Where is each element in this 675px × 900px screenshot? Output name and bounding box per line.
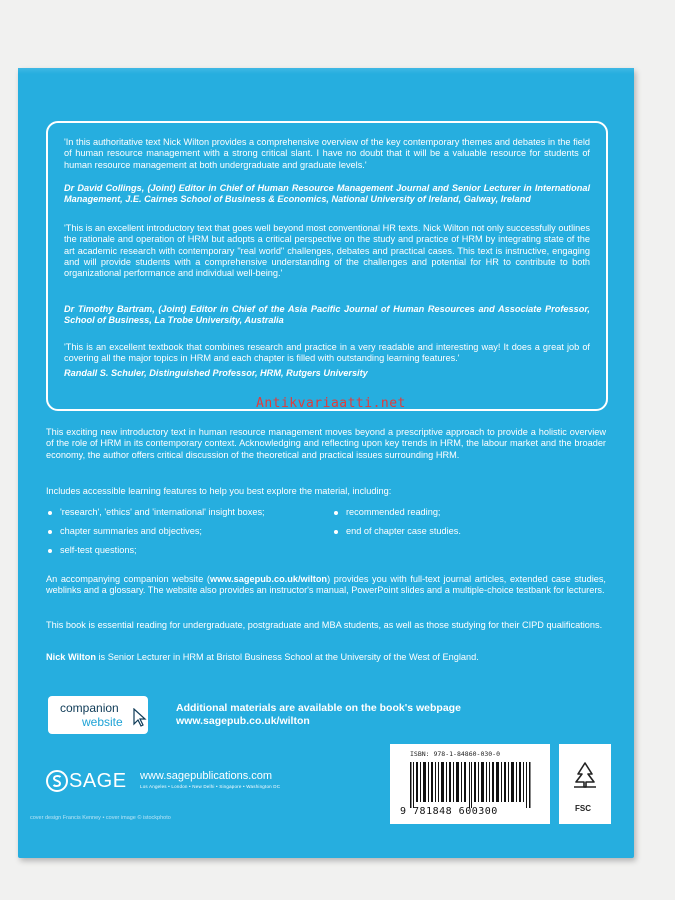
barcode-panel [390,744,550,824]
sage-logo: SAGE [69,770,127,792]
quote-3-attribution: Randall S. Schuler, Distinguished Professor, HRM, Rutgers University [64,368,368,378]
cover-top-edge [18,68,634,74]
features-intro: Includes accessible learning features to help you best explore the material, including: [46,486,392,496]
website-paragraph: An accompanying companion website (www.sagepub.co.uk/wilton) provides you with full-text journal articles, extended case studies, weblinks and a glossary. The website also provides an instructor's manual, PowerPoint slides and a multiple-choice testbank for lecturers. [46,574,606,596]
sage-url: www.sagepublications.com [140,770,273,782]
barcode-icon [410,762,534,808]
bullet-icon [48,530,52,534]
feature-item: 'research', 'ethics' and 'international' insight boxes; [48,507,265,517]
bullet-icon [334,530,338,534]
barcode-digits: 9 781848 600300 [400,806,498,817]
quote-2-text: 'This is an excellent introductory text that goes well beyond most conventional HR texts. Nick Wilton not only successfully outlines the rationale and operation of HRM but adopts a critical perspective on the study and practice of HRM by integrating state of the art academic research with contemporary "real world" challenges, debates and practical cases. This text is instructive, engaging and will provide students with a comprehensive understanding of the challenges and potential for HR to contribute to both organizational performance and individual well-being.' [64,223,590,279]
bullet-icon [334,511,338,515]
fsc-panel [559,744,611,824]
quote-3-text: 'This is an excellent textbook that combines research and practice in a very readable and interesting way! It does a great job of covering all the major topics in HRM and each chapter is filled with outstanding learning features.' [64,342,590,364]
bullet-icon [48,511,52,515]
audience-paragraph: This book is essential reading for undergraduate, postgraduate and MBA students, as well as those studying for their CIPD qualifications. [46,620,603,630]
companion-label: companion [60,701,119,715]
author-paragraph: Nick Wilton is Senior Lecturer in HRM at Bristol Business School at the University of the West of England. [46,652,479,662]
additional-materials [176,702,461,728]
isbn-label: ISBN: 978-1-84860-030-0 [410,750,501,758]
fsc-tree-icon [570,760,600,790]
companion-website-badge [48,696,148,734]
additional-materials-url: www.sagepub.co.uk/wilton [176,715,310,727]
website-url: www.sagepub.co.uk/wilton [209,574,328,584]
website-label: website [82,715,123,729]
additional-materials-text: Additional materials are available on the book's webpage [176,702,461,714]
sage-s-icon [46,770,68,792]
sage-cities: Los Angeles • London • New Delhi • Singapore • Washington DC [140,784,281,789]
fsc-label: FSC [575,804,591,813]
watermark-text: Antikvariaatti.net [256,396,406,411]
feature-item: self-test questions; [48,545,137,555]
book-back-cover [18,68,634,858]
description-paragraph: This exciting new introductory text in human resource management moves beyond a prescriptive approach to provide a holistic overview of the role of HRM in its contemporary context. Acknowledging and reflecting upon key trends in HRM, the labour market and the broader economy, the author offers critical discussion of the theoretical and practical issues surrounding HRM. [46,427,606,460]
quote-1-attribution: Dr David Collings, (Joint) Editor in Chief of Human Resource Management Journal and Senior Lecturer in International Management, J.E. Cairnes School of Business & Economics, National University of Ireland, Galway, Ireland [64,183,590,205]
quote-2-attribution: Dr Timothy Bartram, (Joint) Editor in Chief of the Asia Pacific Journal of Human Resources and Associate Professor, School of Business, La Trobe University, Australia [64,304,590,326]
quote-1-text: 'In this authoritative text Nick Wilton provides a comprehensive overview of the key contemporary themes and debates in the field of human resource management with a strong critical slant. I have no doubt that it will be a valuable resource for students of human resource management at both undergraduate and graduate levels.' [64,137,590,170]
cursor-icon [132,708,148,728]
cover-credits: cover design Francis Kenney • cover image © istockphoto [30,815,171,821]
feature-item: end of chapter case studies. [334,526,461,536]
endorsements-box [46,121,608,411]
bullet-icon [48,549,52,553]
author-name: Nick Wilton [46,652,96,662]
feature-item: chapter summaries and objectives; [48,526,202,536]
feature-item: recommended reading; [334,507,440,517]
